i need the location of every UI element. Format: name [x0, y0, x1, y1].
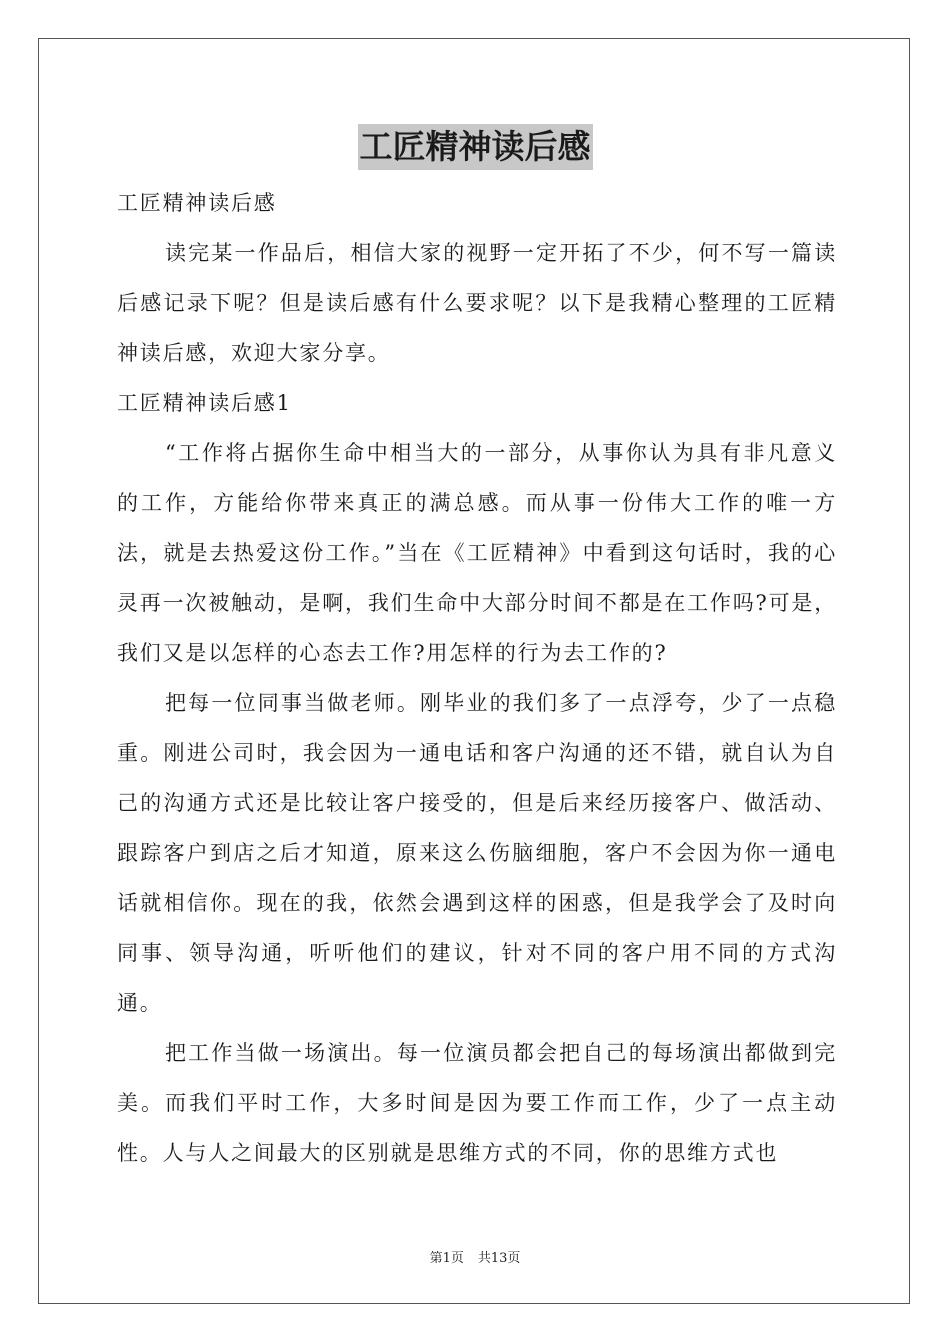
paragraph-quote: “工作将占据你生命中相当大的一部分，从事你认为具有非凡意义的工作，方能给你带来真正的满总感。而从事一份伟大工作的唯一方法，就是去热爱这份工作。”当在《工匠精神》中看到这句话时，我的心灵再一次被触动，是啊，我们生命中大部分时间不都是在工作吗?可是，我们又是以怎样的心态去工作?用怎样的行为去工作的? [117, 441, 837, 665]
document-title [0, 124, 950, 176]
page-footer [0, 1247, 950, 1266]
section-heading: 工匠精神读后感1 [117, 391, 292, 415]
page-total: 共13页 [477, 1251, 521, 1266]
subtitle: 工匠精神读后感 [117, 191, 277, 215]
paragraph-colleague: 把每一位同事当做老师。刚毕业的我们多了一点浮夸，少了一点稳重。刚进公司时，我会因为一通电话和客户沟通的还不错，就自认为自己的沟通方式还是比较让客户接受的，但是后来经历接客户、做活动、跟踪客户到店之后才知道，原来这么伤脑细胞，客户不会因为你一通电话就相信你。现在的我，依然会遇到这样的困惑，但是我学会了及时向同事、领导沟通，听听他们的建议，针对不同的客户用不同的方式沟通。 [117, 691, 837, 1015]
paragraph-performance: 把工作当做一场演出。每一位演员都会把自己的每场演出都做到完美。而我们平时工作，大多时间是因为要工作而工作，少了一点主动性。人与人之间最大的区别就是思维方式的不同，你的思维方式也 [117, 1041, 837, 1165]
paragraph-intro: 读完某一作品后，相信大家的视野一定开拓了不少，何不写一篇读后感记录下呢？但是读后感有什么要求呢？以下是我精心整理的工匠精神读后感，欢迎大家分享。 [117, 241, 837, 365]
title-text: 工匠精神读后感 [358, 124, 593, 170]
document-body [117, 178, 837, 1178]
page-number: 第1页 [429, 1251, 464, 1266]
